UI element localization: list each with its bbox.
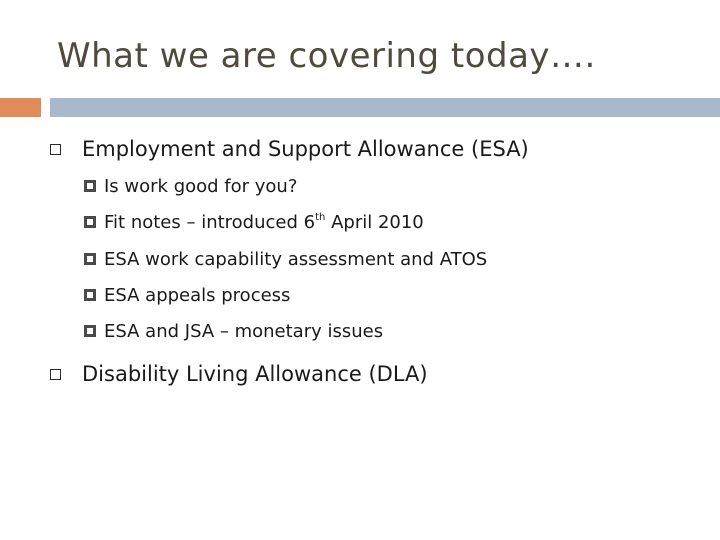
square-bullet-icon: [84, 289, 96, 301]
bullet-text: Disability Living Allowance (DLA): [82, 362, 428, 386]
bullet-text: Employment and Support Allowance (ESA): [82, 137, 529, 161]
sub-bullet-item: [84, 212, 424, 233]
sub-bullet-item: [84, 321, 383, 342]
sub-bullet-text: Fit notes – introduced 6: [104, 212, 316, 233]
title-rule-bar: [50, 98, 720, 117]
superscript-ordinal: th: [315, 212, 326, 223]
square-bullet-icon: [84, 325, 96, 337]
slide-title: What we are covering today….: [57, 36, 596, 76]
title-rule-accent: [0, 98, 41, 117]
sub-bullet-text-tail: April 2010: [325, 212, 424, 233]
sub-bullet-text: Is work good for you?: [104, 176, 298, 197]
square-bullet-icon: [84, 253, 96, 265]
square-bullet-icon: [84, 180, 96, 192]
sub-bullet-item: [84, 285, 290, 306]
sub-bullet-text: ESA and JSA – monetary issues: [104, 321, 384, 342]
bullet-item-dla: [50, 362, 428, 386]
sub-bullet-item: [84, 249, 487, 270]
bullet-item-esa: [50, 137, 529, 161]
sub-bullet-item: [84, 176, 297, 197]
square-bullet-icon: [84, 216, 96, 228]
hollow-square-bullet-icon: [50, 144, 61, 155]
hollow-square-bullet-icon: [50, 369, 61, 380]
sub-bullet-text: ESA appeals process: [104, 285, 291, 306]
sub-bullet-text: ESA work capability assessment and ATOS: [104, 249, 488, 270]
